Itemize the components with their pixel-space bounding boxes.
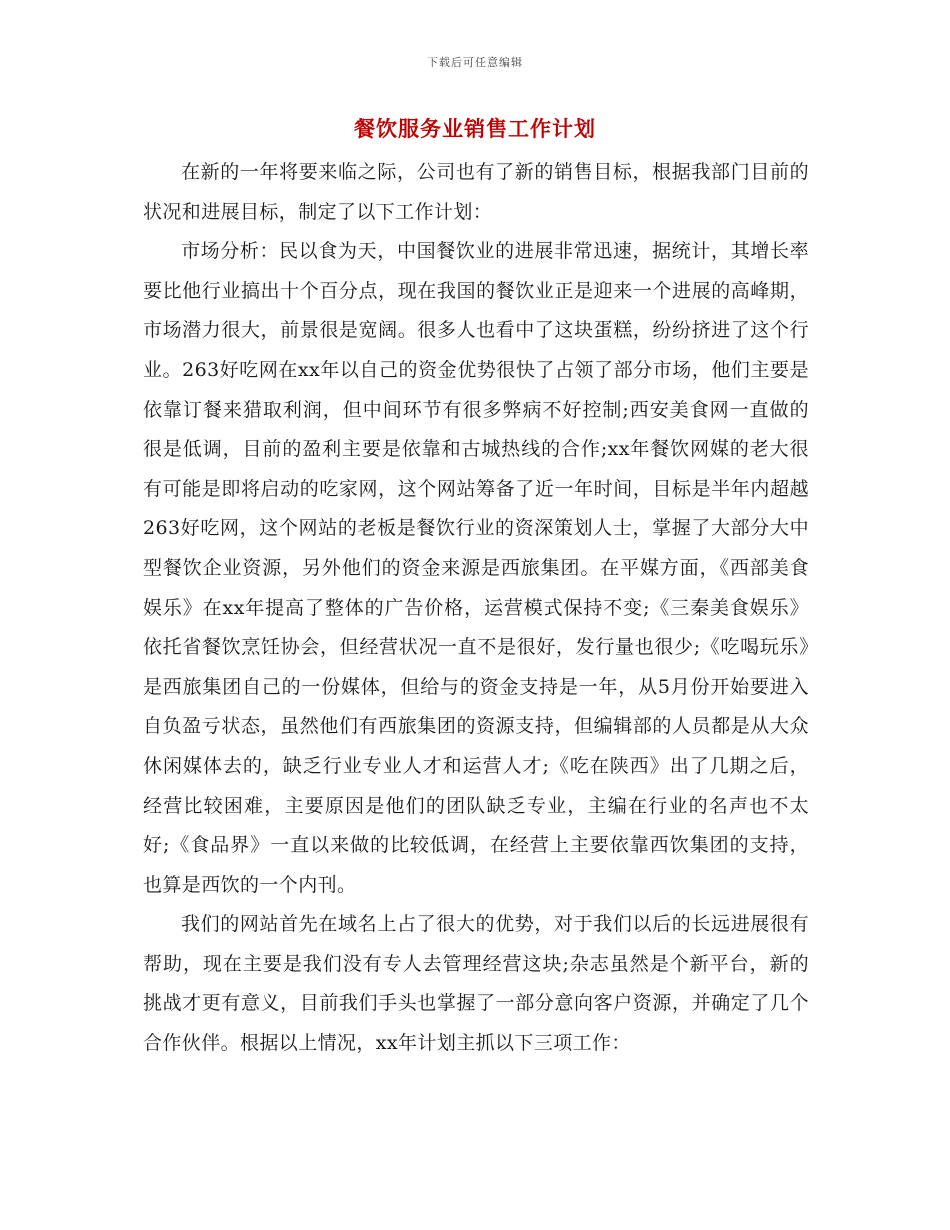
document-body <box>143 153 809 1064</box>
document-title: 餐饮服务业销售工作计划 <box>354 116 596 141</box>
paragraph-market-analysis: 市场分析：民以食为天，中国餐饮业的进展非常迅速，据统计，其增长率要比他行业搞出十个百分点，现在我国的餐饮业正是迎来一个进展的高峰期，市场潜力很大，前景很是宽阔。很多人也看中了这块蛋糕，纷纷挤进了这个行业。263好吃网在xx年以自己的资金优势很快了占领了部分市场，他们主要是依靠订餐来猎取利润，但中间环节有很多弊病不好控制;西安美食网一直做的很是低调，目前的盈利主要是依靠和古城热线的合作;xx年餐饮网媒的老大很有可能是即将启动的吃家网，这个网站筹备了近一年时间，目标是半年内超越263好吃网，这个网站的老板是餐饮行业的资深策划人士，掌握了大部分大中型餐饮企业资源，另外他们的资金来源是西旅集团。在平媒方面，《西部美食娱乐》在xx年提高了整体的广告价格，运营模式保持不变;《三秦美食娱乐》依托省餐饮烹饪协会，但经营状况一直不是很好，发行量也很少;《吃喝玩乐》是西旅集团自己的一份媒体，但给与的资金支持是一年，从5月份开始要进入自负盈亏状态，虽然他们有西旅集团的资源支持，但编辑部的人员都是从大众休闲媒体去的，缺乏行业专业人才和运营人才;《吃在陕西》出了几期之后，经营比较困难，主要原因是他们的团队缺乏专业，主编在行业的名声也不太好;《食品界》一直以来做的比较低调，在经营上主要依靠西饮集团的支持，也算是西饮的一个内刊。 <box>143 240 809 896</box>
paragraph-our-advantages: 我们的网站首先在域名上占了很大的优势，对于我们以后的长远进展很有帮助，现在主要是我们没有专人去管理经营这块;杂志虽然是个新平台，新的挑战才更有意义，目前我们手头也掌握了一部分意向客户资源，并确定了几个合作伙伴。根据以上情况，xx年计划主抓以下三项工作： <box>143 913 809 1055</box>
paragraph-intro: 在新的一年将要来临之际，公司也有了新的销售目标，根据我部门目前的状况和进展目标，制定了以下工作计划： <box>143 161 809 223</box>
header-note: 下载后可任意编辑 <box>427 56 523 69</box>
